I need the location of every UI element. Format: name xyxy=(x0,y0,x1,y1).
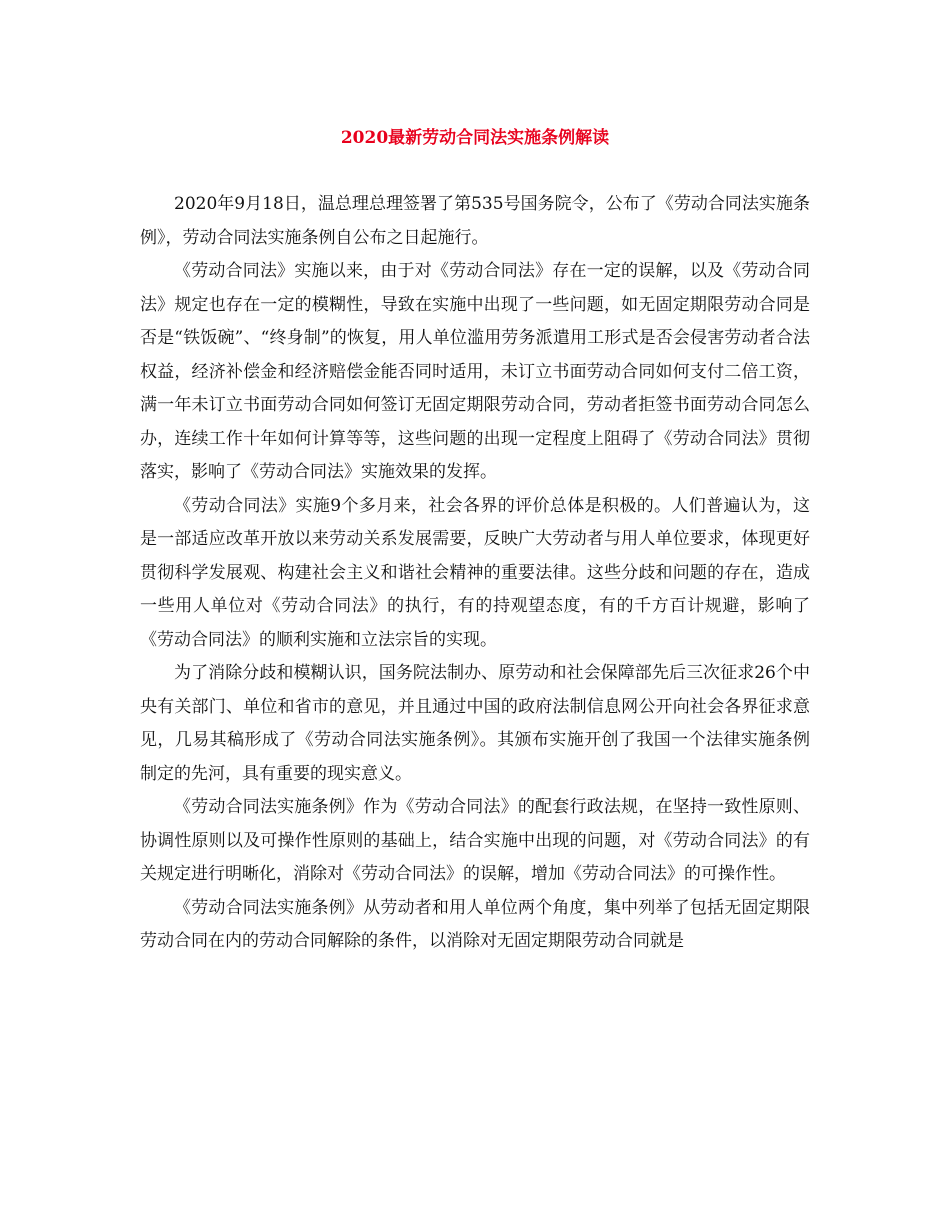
document-body xyxy=(140,188,810,959)
paragraph-2: 《劳动合同法》实施以来，由于对《劳动合同法》存在一定的误解，以及《劳动合同法》规定也存在一定的模糊性，导致在实施中出现了一些问题，如无固定期限劳动合同是否是“铁饭碗”、“终身制”的恢复，用人单位滥用劳务派遣用工形式是否会侵害劳动者合法权益，经济补偿金和经济赔偿金能否同时适用，未订立书面劳动合同如何支付二倍工资，满一年未订立书面劳动合同如何签订无固定期限劳动合同，劳动者拒签书面劳动合同怎么办，连续工作十年如何计算等等，这些问题的出现一定程度上阻碍了《劳动合同法》贯彻落实，影响了《劳动合同法》实施效果的发挥。 xyxy=(140,261,810,482)
paragraph-4: 为了消除分歧和模糊认识，国务院法制办、原劳动和社会保障部先后三次征求26个中央有关部门、单位和省市的意见，并且通过中国的政府法制信息网公开向社会各界征求意见，几易其稿形成了《劳动合同法实施条例》。其颁布实施开创了我国一个法律实施条例制定的先河，具有重要的现实意义。 xyxy=(140,663,810,784)
paragraph-1: 2020年9月18日，温总理总理签署了第535号国务院令，公布了《劳动合同法实施条例》，劳动合同法实施条例自公布之日起施行。 xyxy=(140,194,810,248)
paragraph-6: 《劳动合同法实施条例》从劳动者和用人单位两个角度，集中列举了包括无固定期限劳动合同在内的劳动合同解除的条件，以消除对无固定期限劳动合同就是 xyxy=(140,897,810,951)
document-title: 2020最新劳动合同法实施条例解读 xyxy=(340,128,610,148)
paragraph-5: 《劳动合同法实施条例》作为《劳动合同法》的配套行政法规，在坚持一致性原则、协调性原则以及可操作性原则的基础上，结合实施中出现的问题，对《劳动合同法》的有关规定进行明晰化，消除对《劳动合同法》的误解，增加《劳动合同法》的可操作性。 xyxy=(140,797,810,884)
paragraph-3: 《劳动合同法》实施9个多月来，社会各界的评价总体是积极的。人们普遍认为，这是一部适应改革开放以来劳动关系发展需要，反映广大劳动者与用人单位要求，体现更好贯彻科学发展观、构建社会主义和谐社会精神的重要法律。这些分歧和问题的存在，造成一些用人单位对《劳动合同法》的执行，有的持观望态度，有的千方百计规避，影响了《劳动合同法》的顺利实施和立法宗旨的实现。 xyxy=(140,495,810,650)
